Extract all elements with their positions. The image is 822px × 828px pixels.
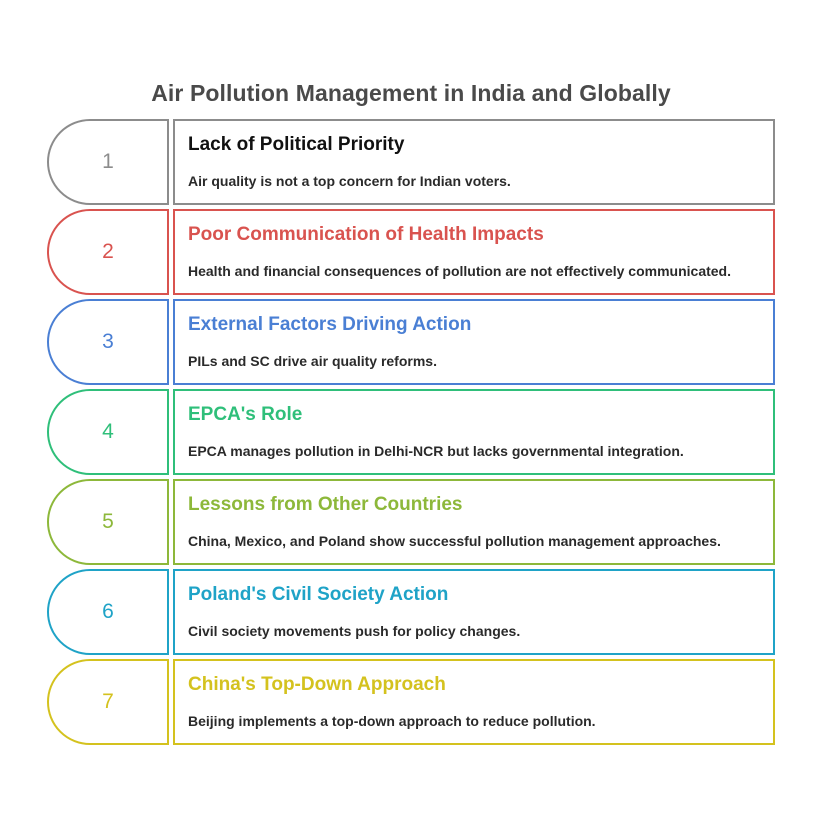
step-heading: Lessons from Other Countries bbox=[188, 494, 463, 515]
step-heading: External Factors Driving Action bbox=[188, 314, 472, 335]
step-number-tab: 2 bbox=[47, 209, 169, 295]
step-description: China, Mexico, and Poland show successful pollution management approaches. bbox=[188, 533, 721, 549]
step-item bbox=[47, 299, 775, 385]
step-heading: EPCA's Role bbox=[188, 404, 303, 425]
step-card bbox=[173, 479, 775, 565]
step-item bbox=[47, 209, 775, 295]
step-item bbox=[47, 389, 775, 475]
steps-list bbox=[47, 119, 775, 749]
step-description: Air quality is not a top concern for Indian voters. bbox=[188, 173, 511, 189]
step-number-tab: 6 bbox=[47, 569, 169, 655]
step-number-tab: 3 bbox=[47, 299, 169, 385]
diagram-title: Air Pollution Management in India and Globally bbox=[151, 80, 671, 106]
step-card bbox=[173, 389, 775, 475]
step-description: Beijing implements a top-down approach to reduce pollution. bbox=[188, 713, 596, 729]
step-description: Civil society movements push for policy changes. bbox=[188, 623, 521, 639]
step-item bbox=[47, 569, 775, 655]
step-description: PILs and SC drive air quality reforms. bbox=[188, 353, 437, 369]
step-heading: Poland's Civil Society Action bbox=[188, 584, 449, 605]
step-number-tab: 7 bbox=[47, 659, 169, 745]
step-number-tab: 1 bbox=[47, 119, 169, 205]
step-heading: Lack of Political Priority bbox=[188, 134, 405, 155]
step-description: Health and financial consequences of pollution are not effectively communicated. bbox=[188, 263, 731, 279]
step-description: EPCA manages pollution in Delhi-NCR but lacks governmental integration. bbox=[188, 443, 684, 459]
step-number-tab: 5 bbox=[47, 479, 169, 565]
step-number-tab: 4 bbox=[47, 389, 169, 475]
step-card bbox=[173, 299, 775, 385]
step-item bbox=[47, 119, 775, 205]
step-item bbox=[47, 659, 775, 745]
step-card bbox=[173, 119, 775, 205]
step-heading: Poor Communication of Health Impacts bbox=[188, 224, 544, 245]
step-item bbox=[47, 479, 775, 565]
step-card bbox=[173, 209, 775, 295]
step-card bbox=[173, 659, 775, 745]
step-card bbox=[173, 569, 775, 655]
step-heading: China's Top-Down Approach bbox=[188, 674, 446, 695]
